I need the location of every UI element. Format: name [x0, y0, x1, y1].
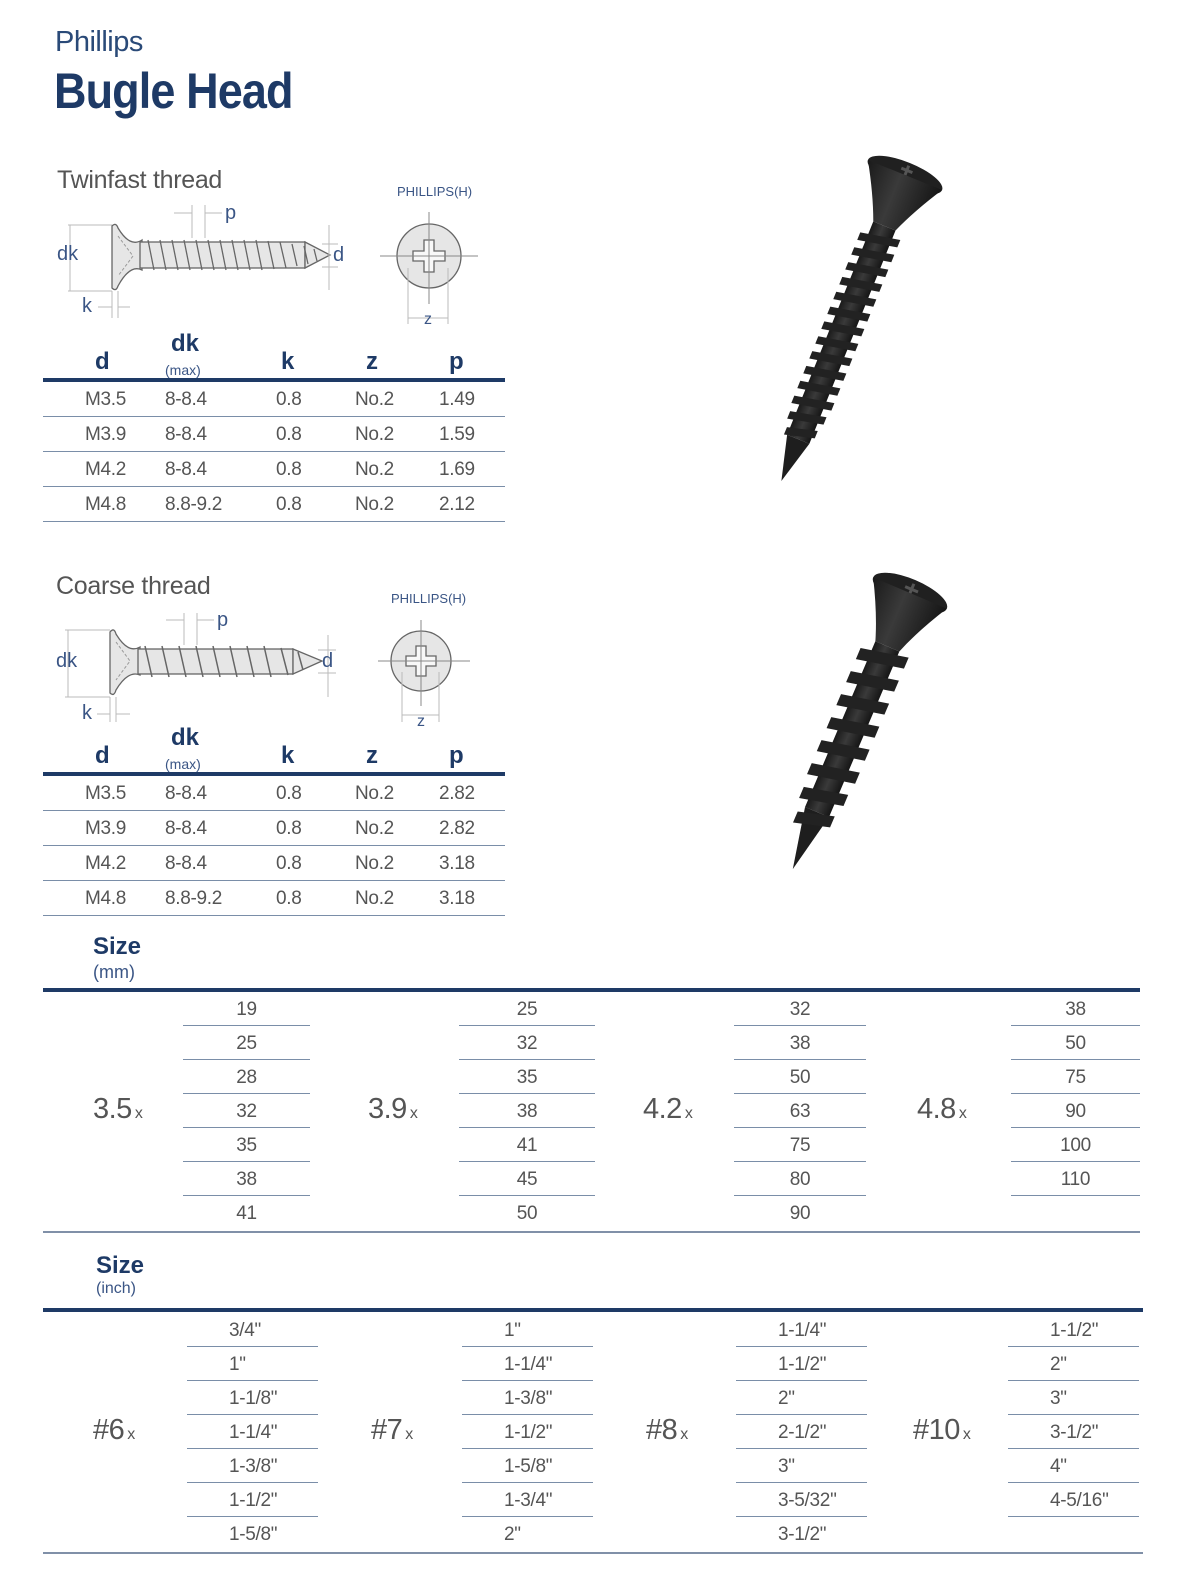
dim-label-d: d — [322, 650, 334, 672]
list-item: 75 — [734, 1128, 866, 1162]
cell-d: M3.9 — [85, 818, 127, 839]
col-header-d: d — [95, 742, 110, 769]
list-item: 1-1/2" — [736, 1347, 867, 1381]
table-header — [43, 726, 505, 776]
length-list — [1008, 1313, 1139, 1517]
gauge-value: #10 — [913, 1414, 960, 1446]
list-item: 32 — [734, 992, 866, 1026]
cell-d: M3.5 — [85, 389, 127, 410]
list-item: 3-1/2" — [778, 1524, 827, 1545]
col-header-z: z — [366, 742, 378, 769]
cell-p: 1.49 — [439, 389, 475, 410]
table-row — [43, 811, 505, 846]
times-sign: x — [680, 1426, 688, 1443]
list-item: 1-1/2" — [187, 1483, 318, 1517]
list-item: 75 — [1011, 1060, 1140, 1094]
cell-z: No.2 — [355, 853, 394, 874]
list-item: 32 — [459, 1026, 595, 1060]
list-item: 4-5/16" — [1008, 1483, 1139, 1517]
table-row — [43, 452, 505, 487]
list-item: 1-3/8" — [187, 1449, 318, 1483]
list-item: 3-5/32" — [736, 1483, 867, 1517]
coarse-screw-photo-icon — [0, 0, 1, 1]
gauge-group-label — [93, 1414, 135, 1447]
list-item: 1" — [462, 1313, 593, 1347]
size-group-label — [643, 1093, 692, 1126]
list-item: 38 — [459, 1094, 595, 1128]
list-item: 3/4" — [187, 1313, 318, 1347]
list-item: 110 — [1011, 1162, 1140, 1196]
size-inch-bottom-rule — [43, 1552, 1143, 1554]
cell-z: No.2 — [355, 494, 394, 515]
list-item: 1-3/4" — [462, 1483, 593, 1517]
list-item: 1-1/8" — [187, 1381, 318, 1415]
col-header-k: k — [281, 742, 295, 769]
cell-dk: 8.8-9.2 — [165, 888, 223, 909]
coarse-spec-table — [43, 726, 505, 916]
col-header-z: z — [366, 348, 378, 375]
cell-dk: 8-8.4 — [165, 818, 207, 839]
dim-label-k: k — [82, 702, 92, 724]
list-item: 50 — [516, 1203, 538, 1224]
list-item: 35 — [459, 1060, 595, 1094]
list-item: 3-1/2" — [1008, 1415, 1139, 1449]
size-mm-unit: (mm) — [93, 962, 135, 982]
list-item: 1-1/4" — [736, 1313, 867, 1347]
cell-k: 0.8 — [276, 853, 302, 874]
diameter-value: 3.5 — [93, 1093, 132, 1125]
twinfast-spec-table — [43, 332, 505, 522]
diameter-value: 4.8 — [917, 1093, 956, 1125]
list-item: 63 — [734, 1094, 866, 1128]
table-row — [43, 417, 505, 452]
list-item: 1-5/8" — [229, 1524, 278, 1545]
list-item: 2-1/2" — [736, 1415, 867, 1449]
list-item: 1-1/2" — [462, 1415, 593, 1449]
cell-d: M4.2 — [85, 853, 127, 874]
size-inch-unit: (inch) — [96, 1280, 137, 1297]
gauge-value: #6 — [93, 1414, 125, 1446]
col-header-dk: dk — [171, 724, 200, 751]
dim-label-p: p — [225, 202, 237, 224]
gauge-group-label — [646, 1414, 688, 1447]
col-header-p: p — [449, 348, 464, 375]
table-header — [43, 332, 505, 382]
col-header-k: k — [281, 348, 295, 375]
phillips-drive-label: PHILLIPS(H) — [397, 184, 473, 199]
times-sign: x — [684, 1105, 693, 1122]
cell-dk: 8-8.4 — [165, 853, 207, 874]
list-item: 45 — [459, 1162, 595, 1196]
cell-z: No.2 — [355, 818, 394, 839]
dim-label-k: k — [82, 295, 92, 317]
list-item: 41 — [459, 1128, 595, 1162]
gauge-value: #7 — [371, 1414, 403, 1446]
cell-p: 1.59 — [439, 424, 475, 445]
times-sign: x — [405, 1426, 413, 1443]
coarse-section-title: Coarse thread — [56, 572, 211, 600]
page-title: Bugle Head — [54, 63, 293, 119]
cell-k: 0.8 — [276, 424, 302, 445]
table-row — [43, 776, 505, 811]
col-header-dk-sub: (max) — [165, 362, 201, 378]
list-item: 32 — [183, 1094, 310, 1128]
list-item: 1-5/8" — [462, 1449, 593, 1483]
dim-label-z: z — [424, 311, 432, 328]
dim-label-p: p — [217, 609, 229, 631]
cell-d: M3.9 — [85, 424, 127, 445]
page-pre-title: Phillips — [55, 26, 143, 58]
list-item: 3" — [1008, 1381, 1139, 1415]
table-row — [43, 487, 505, 522]
list-item: 38 — [1011, 992, 1140, 1026]
length-list — [183, 992, 310, 1229]
size-inch-label: Size — [96, 1252, 145, 1279]
times-sign: x — [958, 1105, 967, 1122]
cell-d: M4.2 — [85, 459, 127, 480]
list-item: 1-1/4" — [187, 1415, 318, 1449]
list-item: 50 — [1011, 1026, 1140, 1060]
cell-z: No.2 — [355, 783, 394, 804]
cell-dk: 8-8.4 — [165, 389, 207, 410]
list-item: 2" — [504, 1524, 521, 1545]
length-list — [1011, 992, 1140, 1196]
gauge-value: #8 — [646, 1414, 678, 1446]
list-item: 50 — [734, 1060, 866, 1094]
size-mm-label: Size — [93, 933, 142, 960]
list-item: 38 — [734, 1026, 866, 1060]
cell-k: 0.8 — [276, 783, 302, 804]
phillips-drive-label: PHILLIPS(H) — [391, 591, 467, 606]
list-item: 41 — [236, 1203, 257, 1224]
cell-dk: 8-8.4 — [165, 783, 207, 804]
col-header-dk: dk — [171, 330, 200, 357]
size-mm-bottom-rule — [43, 1231, 1140, 1233]
times-sign: x — [134, 1105, 143, 1122]
cell-p: 1.69 — [439, 459, 475, 480]
list-item: 35 — [183, 1128, 310, 1162]
list-item: 80 — [734, 1162, 866, 1196]
cell-k: 0.8 — [276, 818, 302, 839]
length-list — [736, 1313, 867, 1550]
cell-z: No.2 — [355, 459, 394, 480]
list-item: 1-3/8" — [462, 1381, 593, 1415]
list-item: 25 — [183, 1026, 310, 1060]
times-sign: x — [962, 1426, 971, 1443]
list-item: 100 — [1011, 1128, 1140, 1162]
cell-p: 3.18 — [439, 853, 475, 874]
cell-p: 3.18 — [439, 888, 475, 909]
list-item: 90 — [1011, 1094, 1140, 1128]
dim-label-z: z — [417, 713, 425, 730]
cell-d: M4.8 — [85, 888, 127, 909]
size-group-label — [917, 1093, 966, 1126]
times-sign: x — [127, 1426, 135, 1443]
table-row — [43, 881, 505, 916]
times-sign: x — [409, 1105, 418, 1122]
gauge-group-label — [371, 1414, 413, 1447]
cell-dk: 8-8.4 — [165, 459, 207, 480]
cell-k: 0.8 — [276, 888, 302, 909]
length-list — [462, 1313, 593, 1550]
diameter-value: 3.9 — [368, 1093, 407, 1125]
size-group-label — [93, 1093, 142, 1126]
cell-z: No.2 — [355, 424, 394, 445]
cell-k: 0.8 — [276, 494, 302, 515]
twinfast-section-title: Twinfast thread — [57, 166, 223, 194]
list-item: 1" — [187, 1347, 318, 1381]
list-item: 25 — [459, 992, 595, 1026]
list-item: 38 — [183, 1162, 310, 1196]
list-item: 19 — [183, 992, 310, 1026]
gauge-group-label — [913, 1414, 970, 1447]
col-header-p: p — [449, 742, 464, 769]
cell-k: 0.8 — [276, 459, 302, 480]
cell-d: M4.8 — [85, 494, 127, 515]
cell-p: 2.12 — [439, 494, 475, 515]
length-list — [734, 992, 866, 1229]
cell-z: No.2 — [355, 389, 394, 410]
cell-dk: 8-8.4 — [165, 424, 207, 445]
diameter-value: 4.2 — [643, 1093, 682, 1125]
table-row — [43, 846, 505, 881]
cell-z: No.2 — [355, 888, 394, 909]
cell-dk: 8.8-9.2 — [165, 494, 223, 515]
cell-p: 2.82 — [439, 818, 475, 839]
cell-p: 2.82 — [439, 783, 475, 804]
list-item: 1-1/2" — [1008, 1313, 1139, 1347]
table-row — [43, 382, 505, 417]
dim-label-dk: dk — [57, 243, 79, 265]
size-group-label — [368, 1093, 417, 1126]
col-header-d: d — [95, 348, 110, 375]
length-list — [187, 1313, 318, 1550]
size-inch-header-rule — [43, 1308, 1143, 1312]
list-item: 4" — [1008, 1449, 1139, 1483]
col-header-dk-sub: (max) — [165, 756, 201, 772]
list-item: 90 — [789, 1203, 811, 1224]
dim-label-d: d — [333, 244, 345, 266]
list-item: 28 — [183, 1060, 310, 1094]
list-item: 3" — [736, 1449, 867, 1483]
list-item: 1-1/4" — [462, 1347, 593, 1381]
list-item: 2" — [736, 1381, 867, 1415]
list-item: 2" — [1008, 1347, 1139, 1381]
length-list — [459, 992, 595, 1229]
cell-k: 0.8 — [276, 389, 302, 410]
dim-label-dk: dk — [56, 650, 78, 672]
cell-d: M3.5 — [85, 783, 127, 804]
